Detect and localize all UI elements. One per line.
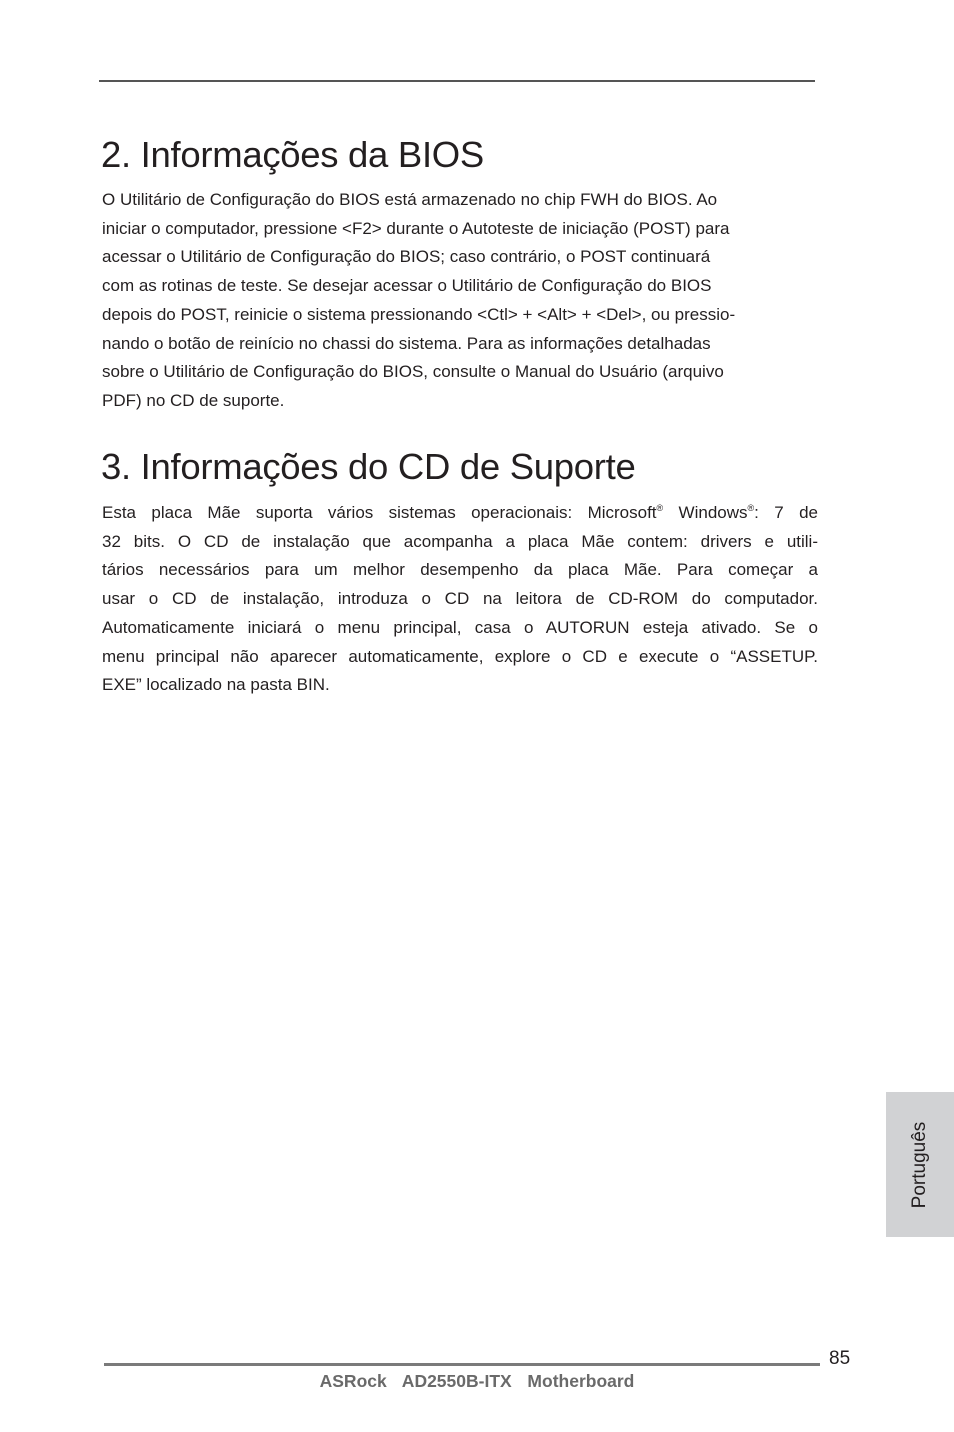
footer-product-name	[0, 1371, 954, 1392]
language-side-tab	[886, 1092, 954, 1237]
registered-mark: ®	[656, 503, 664, 513]
text-line: sobre o Utilitário de Configuração do BIOS, consulte o Manual do Usuário (arquivo	[102, 362, 724, 382]
bios-paragraph	[102, 186, 818, 416]
text-line: 32 bits. O CD de instalação que acompanha a placa Mãe contem: drivers e utili-	[102, 531, 818, 551]
text-line	[102, 499, 818, 528]
text-line: acessar o Utilitário de Configuração do BIOS; caso contrário, o POST continuará	[102, 247, 711, 267]
bottom-divider	[104, 1363, 820, 1366]
section-heading-support-cd: 3. Informações do CD de Suporte	[101, 446, 636, 487]
page-number: 85	[829, 1348, 851, 1369]
text-segment: Esta placa Mãe suporta vários sistemas operacionais: Microsoft	[102, 503, 657, 522]
text-line: iniciar o computador, pressione <F2> durante o Autoteste de iniciação (POST) para	[102, 218, 730, 238]
text-line: nando o botão de reinício no chassi do sistema. Para as informações detalhadas	[102, 333, 711, 353]
support-cd-paragraph	[102, 499, 818, 700]
section-heading-bios: 2. Informações da BIOS	[101, 134, 484, 175]
text-line: EXE” localizado na pasta BIN.	[102, 675, 330, 695]
language-label: Português	[909, 1121, 930, 1208]
text-line: depois do POST, reinicie o sistema pressionando <Ctl> + <Alt> + <Del>, ou pressio-	[102, 304, 736, 324]
text-line: O Utilitário de Configuração do BIOS está armazenado no chip FWH do BIOS. Ao	[102, 190, 718, 209]
text-line: Automaticamente iniciará o menu principal, casa o AUTORUN esteja ativado. Se o	[102, 617, 818, 637]
registered-mark: ®	[747, 503, 755, 513]
top-divider	[99, 80, 815, 82]
footer-text: ASRock AD2550B-ITX Motherboard	[319, 1371, 635, 1391]
text-segment: : 7 de	[754, 503, 819, 522]
text-line: com as rotinas de teste. Se desejar acessar o Utilitário de Configuração do BIOS	[102, 276, 712, 296]
text-line: tários necessários para um melhor desempenho da placa Mãe. Para começar a	[102, 560, 818, 580]
text-line: menu principal não aparecer automaticamente, explore o CD e execute o “ASSETUP.	[102, 646, 818, 666]
text-segment: Windows	[663, 503, 748, 522]
text-line: usar o CD de instalação, introduza o CD na leitora de CD-ROM do computador.	[102, 589, 818, 609]
text-line: PDF) no CD de suporte.	[102, 390, 285, 410]
